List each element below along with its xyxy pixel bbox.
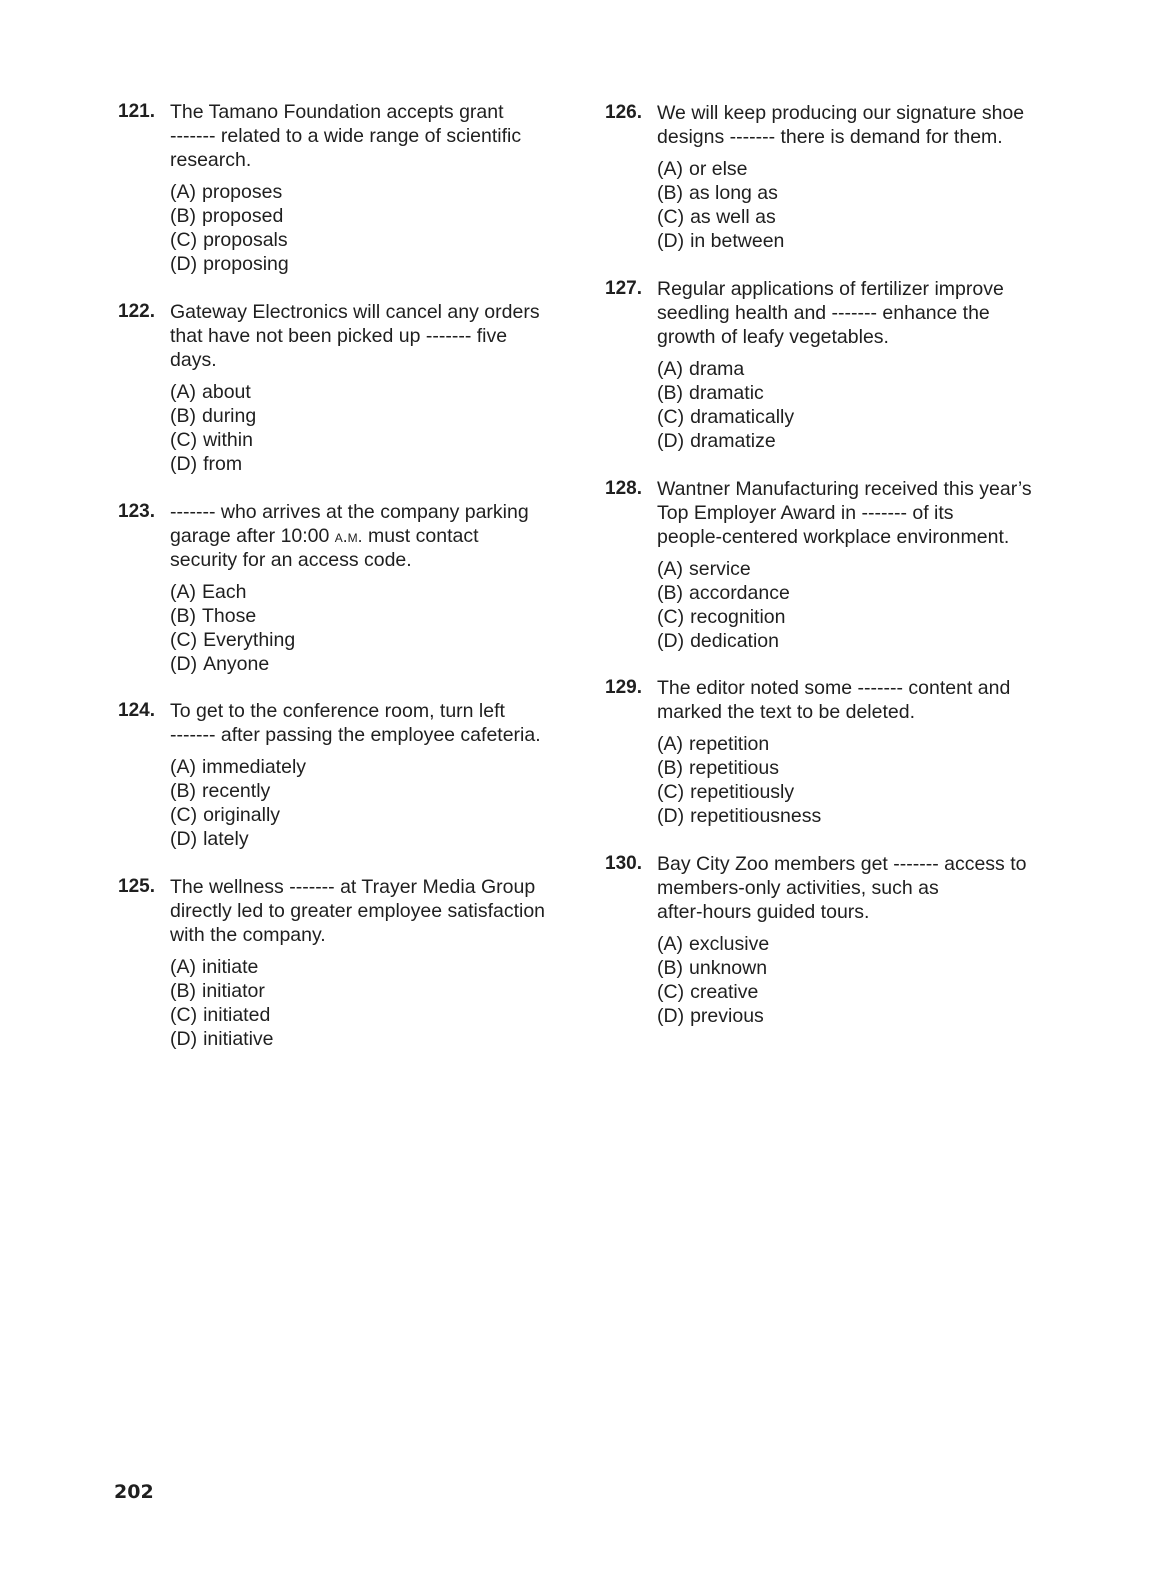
- question-number: 125.: [118, 876, 155, 897]
- question-number: 129.: [605, 677, 642, 698]
- question-number: 123.: [118, 501, 155, 522]
- option-d[interactable]: (D) initiative: [170, 1028, 274, 1050]
- question-text: ------- who arrives at the company parking garage after 10:00 a.m. must contact security for an access code.: [170, 501, 529, 571]
- option-d[interactable]: (D) Anyone: [170, 653, 270, 675]
- option-b[interactable]: (B) Those: [170, 605, 257, 627]
- option-list: [170, 380, 568, 476]
- option-b[interactable]: (B) repetitious: [657, 757, 779, 779]
- option-list: [170, 955, 568, 1051]
- option-b[interactable]: (B) initiator: [170, 980, 265, 1002]
- question-126: [605, 101, 1055, 253]
- option-c[interactable]: (C) originally: [170, 804, 281, 826]
- option-a[interactable]: (A) drama: [657, 358, 745, 380]
- option-c[interactable]: (C) proposals: [170, 229, 288, 251]
- option-d[interactable]: (D) proposing: [170, 253, 289, 275]
- question-number: 121.: [118, 101, 155, 122]
- option-c[interactable]: (C) as well as: [657, 206, 776, 228]
- option-d[interactable]: (D) dedication: [657, 630, 779, 652]
- option-list: [170, 180, 568, 276]
- question-text: Regular applications of fertilizer improve seedling health and ------- enhance the growth of leafy vegetables.: [657, 278, 1004, 348]
- option-a[interactable]: (A) exclusive: [657, 933, 770, 955]
- option-a[interactable]: (A) Each: [170, 581, 247, 603]
- option-a[interactable]: (A) initiate: [170, 956, 259, 978]
- question-text: The Tamano Foundation accepts grant ------- related to a wide range of scientific research.: [170, 101, 522, 171]
- option-b[interactable]: (B) proposed: [170, 205, 284, 227]
- option-d[interactable]: (D) previous: [657, 1005, 764, 1027]
- option-b[interactable]: (B) dramatic: [657, 382, 764, 404]
- option-a[interactable]: (A) or else: [657, 158, 748, 180]
- question-number: 122.: [118, 301, 155, 322]
- option-c[interactable]: (C) creative: [657, 981, 759, 1003]
- question-129: [605, 676, 1055, 828]
- option-b[interactable]: (B) accordance: [657, 582, 790, 604]
- option-b[interactable]: (B) recently: [170, 780, 271, 802]
- question-text: Wantner Manufacturing received this year’s Top Employer Award in ------- of its people-centered workplace environment.: [657, 478, 1032, 548]
- question-123: [118, 500, 568, 676]
- option-list: [170, 755, 568, 851]
- page-number: 202: [114, 1481, 154, 1503]
- option-c[interactable]: (C) recognition: [657, 606, 786, 628]
- option-a[interactable]: (A) about: [170, 381, 251, 403]
- option-c[interactable]: (C) initiated: [170, 1004, 271, 1026]
- option-d[interactable]: (D) from: [170, 453, 243, 475]
- option-list: [657, 157, 1055, 253]
- option-list: [170, 580, 568, 676]
- question-130: [605, 852, 1055, 1028]
- option-b[interactable]: (B) during: [170, 405, 257, 427]
- question-text: Gateway Electronics will cancel any orders that have not been picked up ------- five days.: [170, 301, 540, 371]
- option-b[interactable]: (B) unknown: [657, 957, 768, 979]
- question-text: We will keep producing our signature shoe designs ------- there is demand for them.: [657, 102, 1025, 148]
- question-number: 128.: [605, 478, 642, 499]
- option-d[interactable]: (D) in between: [657, 230, 785, 252]
- question-number: 126.: [605, 102, 642, 123]
- option-d[interactable]: (D) repetitiousness: [657, 805, 822, 827]
- question-number: 124.: [118, 700, 155, 721]
- question-number: 127.: [605, 278, 642, 299]
- question-122: [118, 300, 568, 476]
- option-d[interactable]: (D) lately: [170, 828, 249, 850]
- question-text: To get to the conference room, turn left ------- after passing the employee cafeteria.: [170, 700, 541, 746]
- question-text: The wellness ------- at Trayer Media Group directly led to greater employee satisfaction with the company.: [170, 876, 546, 946]
- option-c[interactable]: (C) within: [170, 429, 253, 451]
- option-list: [657, 557, 1055, 653]
- question-125: [118, 875, 568, 1051]
- option-c[interactable]: (C) dramatically: [657, 406, 795, 428]
- question-121: [118, 100, 568, 276]
- option-list: [657, 932, 1055, 1028]
- option-a[interactable]: (A) service: [657, 558, 751, 580]
- question-124: [118, 699, 568, 851]
- option-list: [657, 732, 1055, 828]
- question-number: 130.: [605, 853, 642, 874]
- question-text: Bay City Zoo members get ------- access to members-only activities, such as after-hours guided tours.: [657, 853, 1027, 923]
- question-127: [605, 277, 1055, 453]
- option-c[interactable]: (C) repetitiously: [657, 781, 795, 803]
- question-text: The editor noted some ------- content and marked the text to be deleted.: [657, 677, 1011, 723]
- option-b[interactable]: (B) as long as: [657, 182, 778, 204]
- option-c[interactable]: (C) Everything: [170, 629, 296, 651]
- option-a[interactable]: (A) repetition: [657, 733, 770, 755]
- option-d[interactable]: (D) dramatize: [657, 430, 776, 452]
- option-list: [657, 357, 1055, 453]
- option-a[interactable]: (A) proposes: [170, 181, 283, 203]
- question-128: [605, 477, 1055, 653]
- option-a[interactable]: (A) immediately: [170, 756, 307, 778]
